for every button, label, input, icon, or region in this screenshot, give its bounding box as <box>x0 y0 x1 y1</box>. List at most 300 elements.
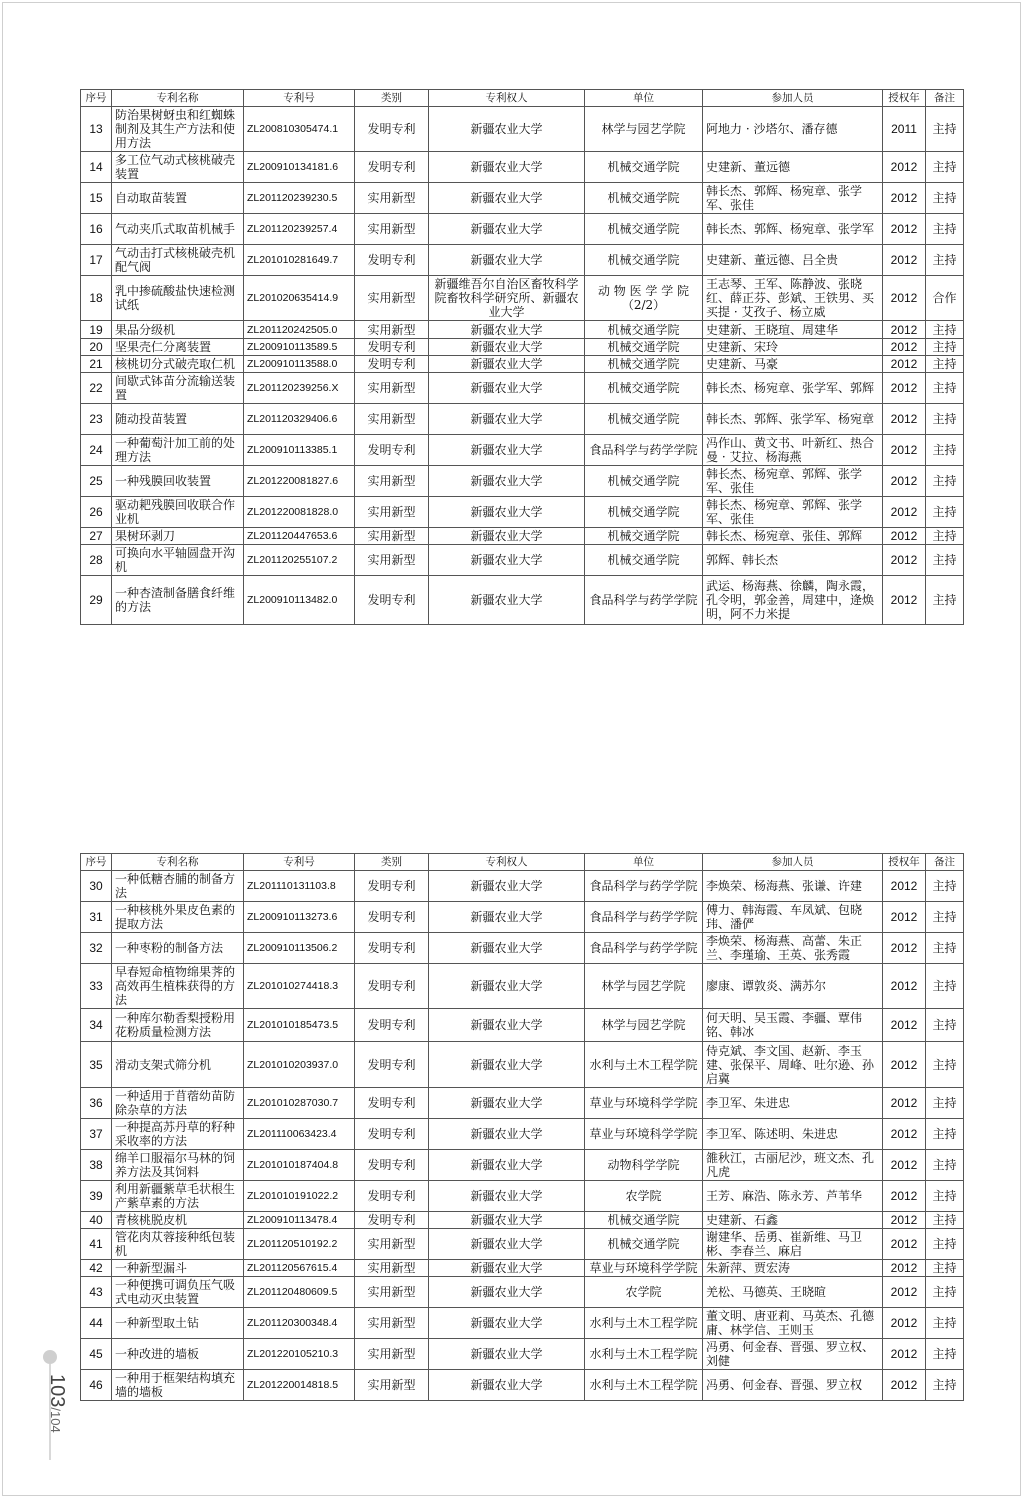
cell-unit: 食品科学与药学学院 <box>585 576 703 625</box>
table-row <box>81 1009 964 1042</box>
cell-unit: 草业与环境科学学院 <box>585 1088 703 1119</box>
cell-owner: 新疆农业大学 <box>429 1181 585 1212</box>
table-row <box>81 321 964 339</box>
cell-name: 利用新疆紫草毛状根生产紫草素的方法 <box>112 1181 244 1212</box>
cell-no: 28 <box>81 545 112 576</box>
table-row <box>81 373 964 404</box>
col-people-header: 参加人员 <box>703 854 883 871</box>
cell-pno: ZL201120447653.6 <box>244 528 355 545</box>
cell-year: 2012 <box>883 933 926 964</box>
cell-name: 果品分级机 <box>112 321 244 339</box>
cell-year: 2012 <box>883 1339 926 1370</box>
cell-pno: ZL200910113482.0 <box>244 576 355 625</box>
cell-name: 一种新型取土钻 <box>112 1308 244 1339</box>
cell-note: 主持 <box>926 1119 964 1150</box>
cell-unit: 机械交通学院 <box>585 321 703 339</box>
table-row <box>81 1229 964 1260</box>
table-row <box>81 1277 964 1308</box>
cell-type: 实用新型 <box>355 1229 429 1260</box>
cell-people: 李卫军、陈述明、朱进忠 <box>703 1119 883 1150</box>
cell-people: 冯作山、黄文书、叶新红、热合曼 · 艾拉、杨海燕 <box>703 435 883 466</box>
cell-year: 2012 <box>883 339 926 356</box>
cell-unit: 草业与环境科学学院 <box>585 1119 703 1150</box>
cell-no: 25 <box>81 466 112 497</box>
header-row <box>81 90 964 107</box>
cell-no: 17 <box>81 245 112 276</box>
cell-name: 滑动支架式筛分机 <box>112 1042 244 1088</box>
cell-people: 史建新、王晓瑄、周建华 <box>703 321 883 339</box>
cell-year: 2012 <box>883 152 926 183</box>
cell-type: 实用新型 <box>355 183 429 214</box>
cell-people: 朱新萍、贾宏涛 <box>703 1260 883 1277</box>
table-row <box>81 404 964 435</box>
cell-type: 发明专利 <box>355 152 429 183</box>
cell-pno: ZL201010187404.8 <box>244 1150 355 1181</box>
cell-year: 2012 <box>883 245 926 276</box>
cell-people: 史建新、石鑫 <box>703 1212 883 1229</box>
cell-note: 主持 <box>926 545 964 576</box>
cell-unit: 机械交通学院 <box>585 497 703 528</box>
cell-no: 27 <box>81 528 112 545</box>
cell-no: 20 <box>81 339 112 356</box>
cell-people: 谢建华、岳勇、崔新维、马卫彬、李春兰、麻启 <box>703 1229 883 1260</box>
cell-unit: 机械交通学院 <box>585 1212 703 1229</box>
cell-owner: 新疆农业大学 <box>429 1042 585 1088</box>
cell-pno: ZL201010191022.2 <box>244 1181 355 1212</box>
cell-year: 2012 <box>883 276 926 321</box>
cell-type: 发明专利 <box>355 1119 429 1150</box>
cell-no: 15 <box>81 183 112 214</box>
cell-pno: ZL201120329406.6 <box>244 404 355 435</box>
cell-owner: 新疆农业大学 <box>429 152 585 183</box>
cell-note: 主持 <box>926 245 964 276</box>
cell-owner: 新疆农业大学 <box>429 466 585 497</box>
cell-year: 2012 <box>883 1260 926 1277</box>
cell-pno: ZL201020635414.9 <box>244 276 355 321</box>
cell-people: 韩长杰、郭辉、张学军、杨宛章 <box>703 404 883 435</box>
cell-note: 主持 <box>926 871 964 902</box>
cell-pno: ZL200910113506.2 <box>244 933 355 964</box>
cell-no: 30 <box>81 871 112 902</box>
cell-no: 24 <box>81 435 112 466</box>
col-owner-header: 专利权人 <box>429 854 585 871</box>
cell-pno: ZL201010274418.3 <box>244 964 355 1009</box>
cell-name: 乳中掺硫酸盐快速检测试纸 <box>112 276 244 321</box>
cell-pno: ZL201110131103.8 <box>244 871 355 902</box>
cell-type: 发明专利 <box>355 339 429 356</box>
cell-unit: 机械交通学院 <box>585 545 703 576</box>
cell-pno: ZL200910113273.6 <box>244 902 355 933</box>
cell-name: 青核桃脱皮机 <box>112 1212 244 1229</box>
table-row <box>81 576 964 625</box>
cell-year: 2012 <box>883 435 926 466</box>
cell-note: 主持 <box>926 1212 964 1229</box>
cell-year: 2012 <box>883 466 926 497</box>
cell-people: 何天明、吴玉霞、李疆、覃伟铭、韩冰 <box>703 1009 883 1042</box>
cell-owner: 新疆维吾尔自治区畜牧科学院畜牧科学研究所、新疆农业大学 <box>429 276 585 321</box>
table-row <box>81 245 964 276</box>
cell-owner: 新疆农业大学 <box>429 339 585 356</box>
cell-note: 主持 <box>926 497 964 528</box>
cell-type: 实用新型 <box>355 404 429 435</box>
cell-no: 14 <box>81 152 112 183</box>
cell-unit: 草业与环境科学学院 <box>585 1260 703 1277</box>
cell-name: 早春短命植物绵果荠的高效再生植株获得的方法 <box>112 964 244 1009</box>
cell-name: 果树环剥刀 <box>112 528 244 545</box>
cell-year: 2012 <box>883 528 926 545</box>
cell-unit: 机械交通学院 <box>585 356 703 373</box>
cell-no: 22 <box>81 373 112 404</box>
cell-unit: 水利与土木工程学院 <box>585 1308 703 1339</box>
cell-type: 发明专利 <box>355 435 429 466</box>
cell-year: 2012 <box>883 1229 926 1260</box>
cell-year: 2012 <box>883 404 926 435</box>
cell-note: 主持 <box>926 466 964 497</box>
cell-owner: 新疆农业大学 <box>429 1370 585 1401</box>
table-row <box>81 1150 964 1181</box>
cell-people: 史建新、董远德、吕全贵 <box>703 245 883 276</box>
cell-pno: ZL201220081827.6 <box>244 466 355 497</box>
cell-no: 41 <box>81 1229 112 1260</box>
cell-owner: 新疆农业大学 <box>429 871 585 902</box>
cell-name: 一种枣粉的制备方法 <box>112 933 244 964</box>
cell-owner: 新疆农业大学 <box>429 245 585 276</box>
cell-people: 韩长杰、杨宛章、郭辉、张学军、张佳 <box>703 466 883 497</box>
cell-pno: ZL201120239257.4 <box>244 214 355 245</box>
cell-owner: 新疆农业大学 <box>429 528 585 545</box>
cell-pno: ZL201010287030.7 <box>244 1088 355 1119</box>
cell-name: 一种库尔勒香梨授粉用花粉质量检测方法 <box>112 1009 244 1042</box>
cell-unit: 动物科学学院 <box>585 1150 703 1181</box>
patent-table-1 <box>80 89 964 625</box>
cell-unit: 机械交通学院 <box>585 466 703 497</box>
cell-owner: 新疆农业大学 <box>429 497 585 528</box>
cell-type: 发明专利 <box>355 933 429 964</box>
cell-note: 主持 <box>926 107 964 152</box>
cell-people: 雒秋江，古丽尼沙，班文杰、孔凡虎 <box>703 1150 883 1181</box>
cell-people: 王芳、麻浩、陈永芳、芦苇华 <box>703 1181 883 1212</box>
cell-owner: 新疆农业大学 <box>429 1119 585 1150</box>
cell-type: 发明专利 <box>355 1212 429 1229</box>
cell-owner: 新疆农业大学 <box>429 356 585 373</box>
col-type-header: 类别 <box>355 854 429 871</box>
cell-pno: ZL201120255107.2 <box>244 545 355 576</box>
cell-note: 主持 <box>926 1260 964 1277</box>
cell-name: 一种便携可调负压气吸式电动灭虫装置 <box>112 1277 244 1308</box>
table-row <box>81 497 964 528</box>
cell-note: 主持 <box>926 964 964 1009</box>
cell-people: 李卫军、朱进忠 <box>703 1088 883 1119</box>
cell-owner: 新疆农业大学 <box>429 435 585 466</box>
cell-no: 38 <box>81 1150 112 1181</box>
table-row <box>81 1308 964 1339</box>
cell-people: 李焕荣、杨海燕、高蕾、朱正兰、李瑾瑜、王英、张秀霞 <box>703 933 883 964</box>
table-row <box>81 528 964 545</box>
cell-owner: 新疆农业大学 <box>429 321 585 339</box>
cell-type: 实用新型 <box>355 466 429 497</box>
cell-year: 2012 <box>883 576 926 625</box>
col-patent-no-header: 专利号 <box>244 90 355 107</box>
cell-unit: 林学与园艺学院 <box>585 1009 703 1042</box>
cell-note: 主持 <box>926 321 964 339</box>
cell-no: 23 <box>81 404 112 435</box>
cell-unit: 林学与园艺学院 <box>585 964 703 1009</box>
cell-pno: ZL201120480609.5 <box>244 1277 355 1308</box>
cell-people: 阿地力 · 沙塔尔、潘存德 <box>703 107 883 152</box>
cell-year: 2012 <box>883 321 926 339</box>
cell-people: 史建新、马豪 <box>703 356 883 373</box>
cell-owner: 新疆农业大学 <box>429 576 585 625</box>
cell-note: 主持 <box>926 902 964 933</box>
cell-pno: ZL201010203937.0 <box>244 1042 355 1088</box>
cell-unit: 机械交通学院 <box>585 373 703 404</box>
cell-type: 发明专利 <box>355 1009 429 1042</box>
table-row <box>81 1339 964 1370</box>
col-no-header: 序号 <box>81 90 112 107</box>
col-type-header: 类别 <box>355 90 429 107</box>
cell-owner: 新疆农业大学 <box>429 1260 585 1277</box>
cell-people: 郭辉、韩长杰 <box>703 545 883 576</box>
cell-people: 廖康、谭敦炎、满苏尔 <box>703 964 883 1009</box>
cell-unit: 水利与土木工程学院 <box>585 1339 703 1370</box>
cell-pno: ZL200910113478.4 <box>244 1212 355 1229</box>
cell-type: 实用新型 <box>355 321 429 339</box>
cell-pno: ZL201220014818.5 <box>244 1370 355 1401</box>
cell-unit: 机械交通学院 <box>585 339 703 356</box>
cell-name: 一种葡萄汁加工前的处理方法 <box>112 435 244 466</box>
cell-people: 冯勇、何金春、晋强、罗立权 <box>703 1370 883 1401</box>
cell-people: 史建新、董远德 <box>703 152 883 183</box>
cell-note: 主持 <box>926 435 964 466</box>
cell-unit: 机械交通学院 <box>585 404 703 435</box>
cell-unit: 机械交通学院 <box>585 152 703 183</box>
cell-unit: 机械交通学院 <box>585 183 703 214</box>
cell-name: 一种核桃外果皮色素的提取方法 <box>112 902 244 933</box>
cell-pno: ZL201220081828.0 <box>244 497 355 528</box>
cell-type: 发明专利 <box>355 1042 429 1088</box>
cell-year: 2012 <box>883 1119 926 1150</box>
cell-pno: ZL201110063423.4 <box>244 1119 355 1150</box>
cell-no: 19 <box>81 321 112 339</box>
cell-name: 可换向水平轴圆盘开沟机 <box>112 545 244 576</box>
col-year-header: 授权年 <box>883 90 926 107</box>
cell-no: 16 <box>81 214 112 245</box>
page-number <box>45 1374 68 1433</box>
cell-year: 2012 <box>883 373 926 404</box>
cell-no: 13 <box>81 107 112 152</box>
table-row <box>81 339 964 356</box>
cell-year: 2012 <box>883 1308 926 1339</box>
cell-type: 实用新型 <box>355 1277 429 1308</box>
cell-pno: ZL201120242505.0 <box>244 321 355 339</box>
cell-name: 一种残膜回收装置 <box>112 466 244 497</box>
cell-owner: 新疆农业大学 <box>429 933 585 964</box>
cell-year: 2012 <box>883 1088 926 1119</box>
cell-no: 26 <box>81 497 112 528</box>
cell-people: 羌松、马德英、王晓暄 <box>703 1277 883 1308</box>
cell-unit: 食品科学与药学学院 <box>585 902 703 933</box>
cell-name: 坚果壳仁分离装置 <box>112 339 244 356</box>
cell-note: 主持 <box>926 339 964 356</box>
cell-people: 董文明、唐亚莉、马英杰、孔德庸、林学信、王则玉 <box>703 1308 883 1339</box>
col-year-header: 授权年 <box>883 854 926 871</box>
cell-name: 多工位气动式核桃破壳装置 <box>112 152 244 183</box>
cell-year: 2012 <box>883 1150 926 1181</box>
cell-type: 发明专利 <box>355 1150 429 1181</box>
table-row <box>81 1119 964 1150</box>
cell-owner: 新疆农业大学 <box>429 902 585 933</box>
table-row <box>81 183 964 214</box>
cell-unit: 机械交通学院 <box>585 245 703 276</box>
cell-type: 实用新型 <box>355 214 429 245</box>
cell-pno: ZL200910113589.5 <box>244 339 355 356</box>
cell-year: 2012 <box>883 1370 926 1401</box>
cell-name: 管花肉苁蓉接种纸包装机 <box>112 1229 244 1260</box>
cell-name: 防治果树蚜虫和红蜘蛛制剂及其生产方法和使用方法 <box>112 107 244 152</box>
table-row <box>81 1088 964 1119</box>
cell-name: 气动击打式核桃破壳机配气阀 <box>112 245 244 276</box>
cell-type: 实用新型 <box>355 497 429 528</box>
table-row <box>81 871 964 902</box>
cell-pno: ZL201120239256.X <box>244 373 355 404</box>
table-row <box>81 1042 964 1088</box>
col-name-header: 专利名称 <box>112 90 244 107</box>
cell-people: 韩长杰、杨宛章、张学军、郭辉 <box>703 373 883 404</box>
cell-year: 2012 <box>883 1212 926 1229</box>
cell-year: 2012 <box>883 183 926 214</box>
cell-type: 实用新型 <box>355 373 429 404</box>
cell-owner: 新疆农业大学 <box>429 545 585 576</box>
cell-unit: 动 物 医 学 学 院（2/2） <box>585 276 703 321</box>
cell-name: 核桃切分式破壳取仁机 <box>112 356 244 373</box>
cell-pno: ZL201010185473.5 <box>244 1009 355 1042</box>
cell-owner: 新疆农业大学 <box>429 183 585 214</box>
cell-note: 主持 <box>926 933 964 964</box>
cell-people: 韩长杰、杨宛章、郭辉、张学军、张佳 <box>703 497 883 528</box>
cell-pno: ZL200810305474.1 <box>244 107 355 152</box>
cell-note: 主持 <box>926 1088 964 1119</box>
col-no-header: 序号 <box>81 854 112 871</box>
col-patent-no-header: 专利号 <box>244 854 355 871</box>
table-row <box>81 276 964 321</box>
cell-people: 冯勇、何金春、晋强、罗立权、刘健 <box>703 1339 883 1370</box>
cell-note: 主持 <box>926 1009 964 1042</box>
cell-no: 40 <box>81 1212 112 1229</box>
cell-owner: 新疆农业大学 <box>429 1212 585 1229</box>
cell-owner: 新疆农业大学 <box>429 214 585 245</box>
table-row <box>81 1181 964 1212</box>
cell-people: 侍克斌、李文国、赵新、李玉建、张保平、周峰、吐尔逊、孙启冀 <box>703 1042 883 1088</box>
cell-type: 发明专利 <box>355 902 429 933</box>
cell-no: 31 <box>81 902 112 933</box>
cell-note: 主持 <box>926 404 964 435</box>
cell-year: 2012 <box>883 964 926 1009</box>
cell-pno: ZL200910113588.0 <box>244 356 355 373</box>
cell-name: 一种低糖杏脯的制备方法 <box>112 871 244 902</box>
cell-type: 发明专利 <box>355 356 429 373</box>
cell-note: 主持 <box>926 1277 964 1308</box>
cell-no: 33 <box>81 964 112 1009</box>
cell-no: 29 <box>81 576 112 625</box>
cell-name: 绵羊口服福尔马林的饲养方法及其饲料 <box>112 1150 244 1181</box>
cell-pno: ZL201010281649.7 <box>244 245 355 276</box>
cell-no: 44 <box>81 1308 112 1339</box>
cell-people: 韩长杰、杨宛章、张佳、郭辉 <box>703 528 883 545</box>
cell-pno: ZL201120510192.2 <box>244 1229 355 1260</box>
cell-owner: 新疆农业大学 <box>429 1308 585 1339</box>
cell-unit: 农学院 <box>585 1181 703 1212</box>
col-people-header: 参加人员 <box>703 90 883 107</box>
cell-note: 主持 <box>926 214 964 245</box>
cell-note: 主持 <box>926 576 964 625</box>
cell-unit: 农学院 <box>585 1277 703 1308</box>
cell-note: 主持 <box>926 373 964 404</box>
table-row <box>81 107 964 152</box>
cell-no: 21 <box>81 356 112 373</box>
table-row <box>81 466 964 497</box>
table-row <box>81 964 964 1009</box>
cell-owner: 新疆农业大学 <box>429 1277 585 1308</box>
cell-owner: 新疆农业大学 <box>429 1009 585 1042</box>
cell-people: 王志琴、王军、陈静波、张晓红、薛正芬、彭斌、王铁男、买买提 · 艾孜子、杨立威 <box>703 276 883 321</box>
cell-year: 2012 <box>883 902 926 933</box>
table-row <box>81 1212 964 1229</box>
cell-name: 自动取苗装置 <box>112 183 244 214</box>
cell-type: 发明专利 <box>355 1088 429 1119</box>
cell-pno: ZL200910134181.6 <box>244 152 355 183</box>
table-row <box>81 1260 964 1277</box>
cell-year: 2012 <box>883 1042 926 1088</box>
cell-year: 2012 <box>883 1009 926 1042</box>
cell-note: 主持 <box>926 528 964 545</box>
page-total: /104 <box>48 1407 63 1433</box>
cell-no: 32 <box>81 933 112 964</box>
table-row <box>81 214 964 245</box>
table-row <box>81 356 964 373</box>
cell-note: 主持 <box>926 152 964 183</box>
cell-no: 39 <box>81 1181 112 1212</box>
table-row <box>81 152 964 183</box>
cell-year: 2012 <box>883 1277 926 1308</box>
patent-table-2 <box>80 853 964 1401</box>
col-owner-header: 专利权人 <box>429 90 585 107</box>
col-note-header: 备注 <box>926 90 964 107</box>
col-note-header: 备注 <box>926 854 964 871</box>
col-name-header: 专利名称 <box>112 854 244 871</box>
cell-people: 韩长杰、郭辉、杨宛章、张学军 <box>703 214 883 245</box>
cell-people: 傅力、韩海霞、车凤斌、包晓玮、潘俨 <box>703 902 883 933</box>
cell-note: 主持 <box>926 1370 964 1401</box>
cell-owner: 新疆农业大学 <box>429 1229 585 1260</box>
cell-year: 2012 <box>883 214 926 245</box>
table-row <box>81 1370 964 1401</box>
cell-pno: ZL200910113385.1 <box>244 435 355 466</box>
cell-note: 主持 <box>926 356 964 373</box>
cell-name: 一种新型漏斗 <box>112 1260 244 1277</box>
cell-pno: ZL201120239230.5 <box>244 183 355 214</box>
cell-people: 史建新、宋玲 <box>703 339 883 356</box>
cell-type: 实用新型 <box>355 545 429 576</box>
cell-type: 实用新型 <box>355 1260 429 1277</box>
cell-unit: 机械交通学院 <box>585 1229 703 1260</box>
cell-type: 实用新型 <box>355 1339 429 1370</box>
cell-type: 实用新型 <box>355 528 429 545</box>
cell-people: 李焕荣、杨海燕、张谦、许建 <box>703 871 883 902</box>
cell-type: 发明专利 <box>355 1181 429 1212</box>
cell-owner: 新疆农业大学 <box>429 404 585 435</box>
cell-type: 发明专利 <box>355 107 429 152</box>
cell-name: 一种用于框架结构填充墙的墙板 <box>112 1370 244 1401</box>
